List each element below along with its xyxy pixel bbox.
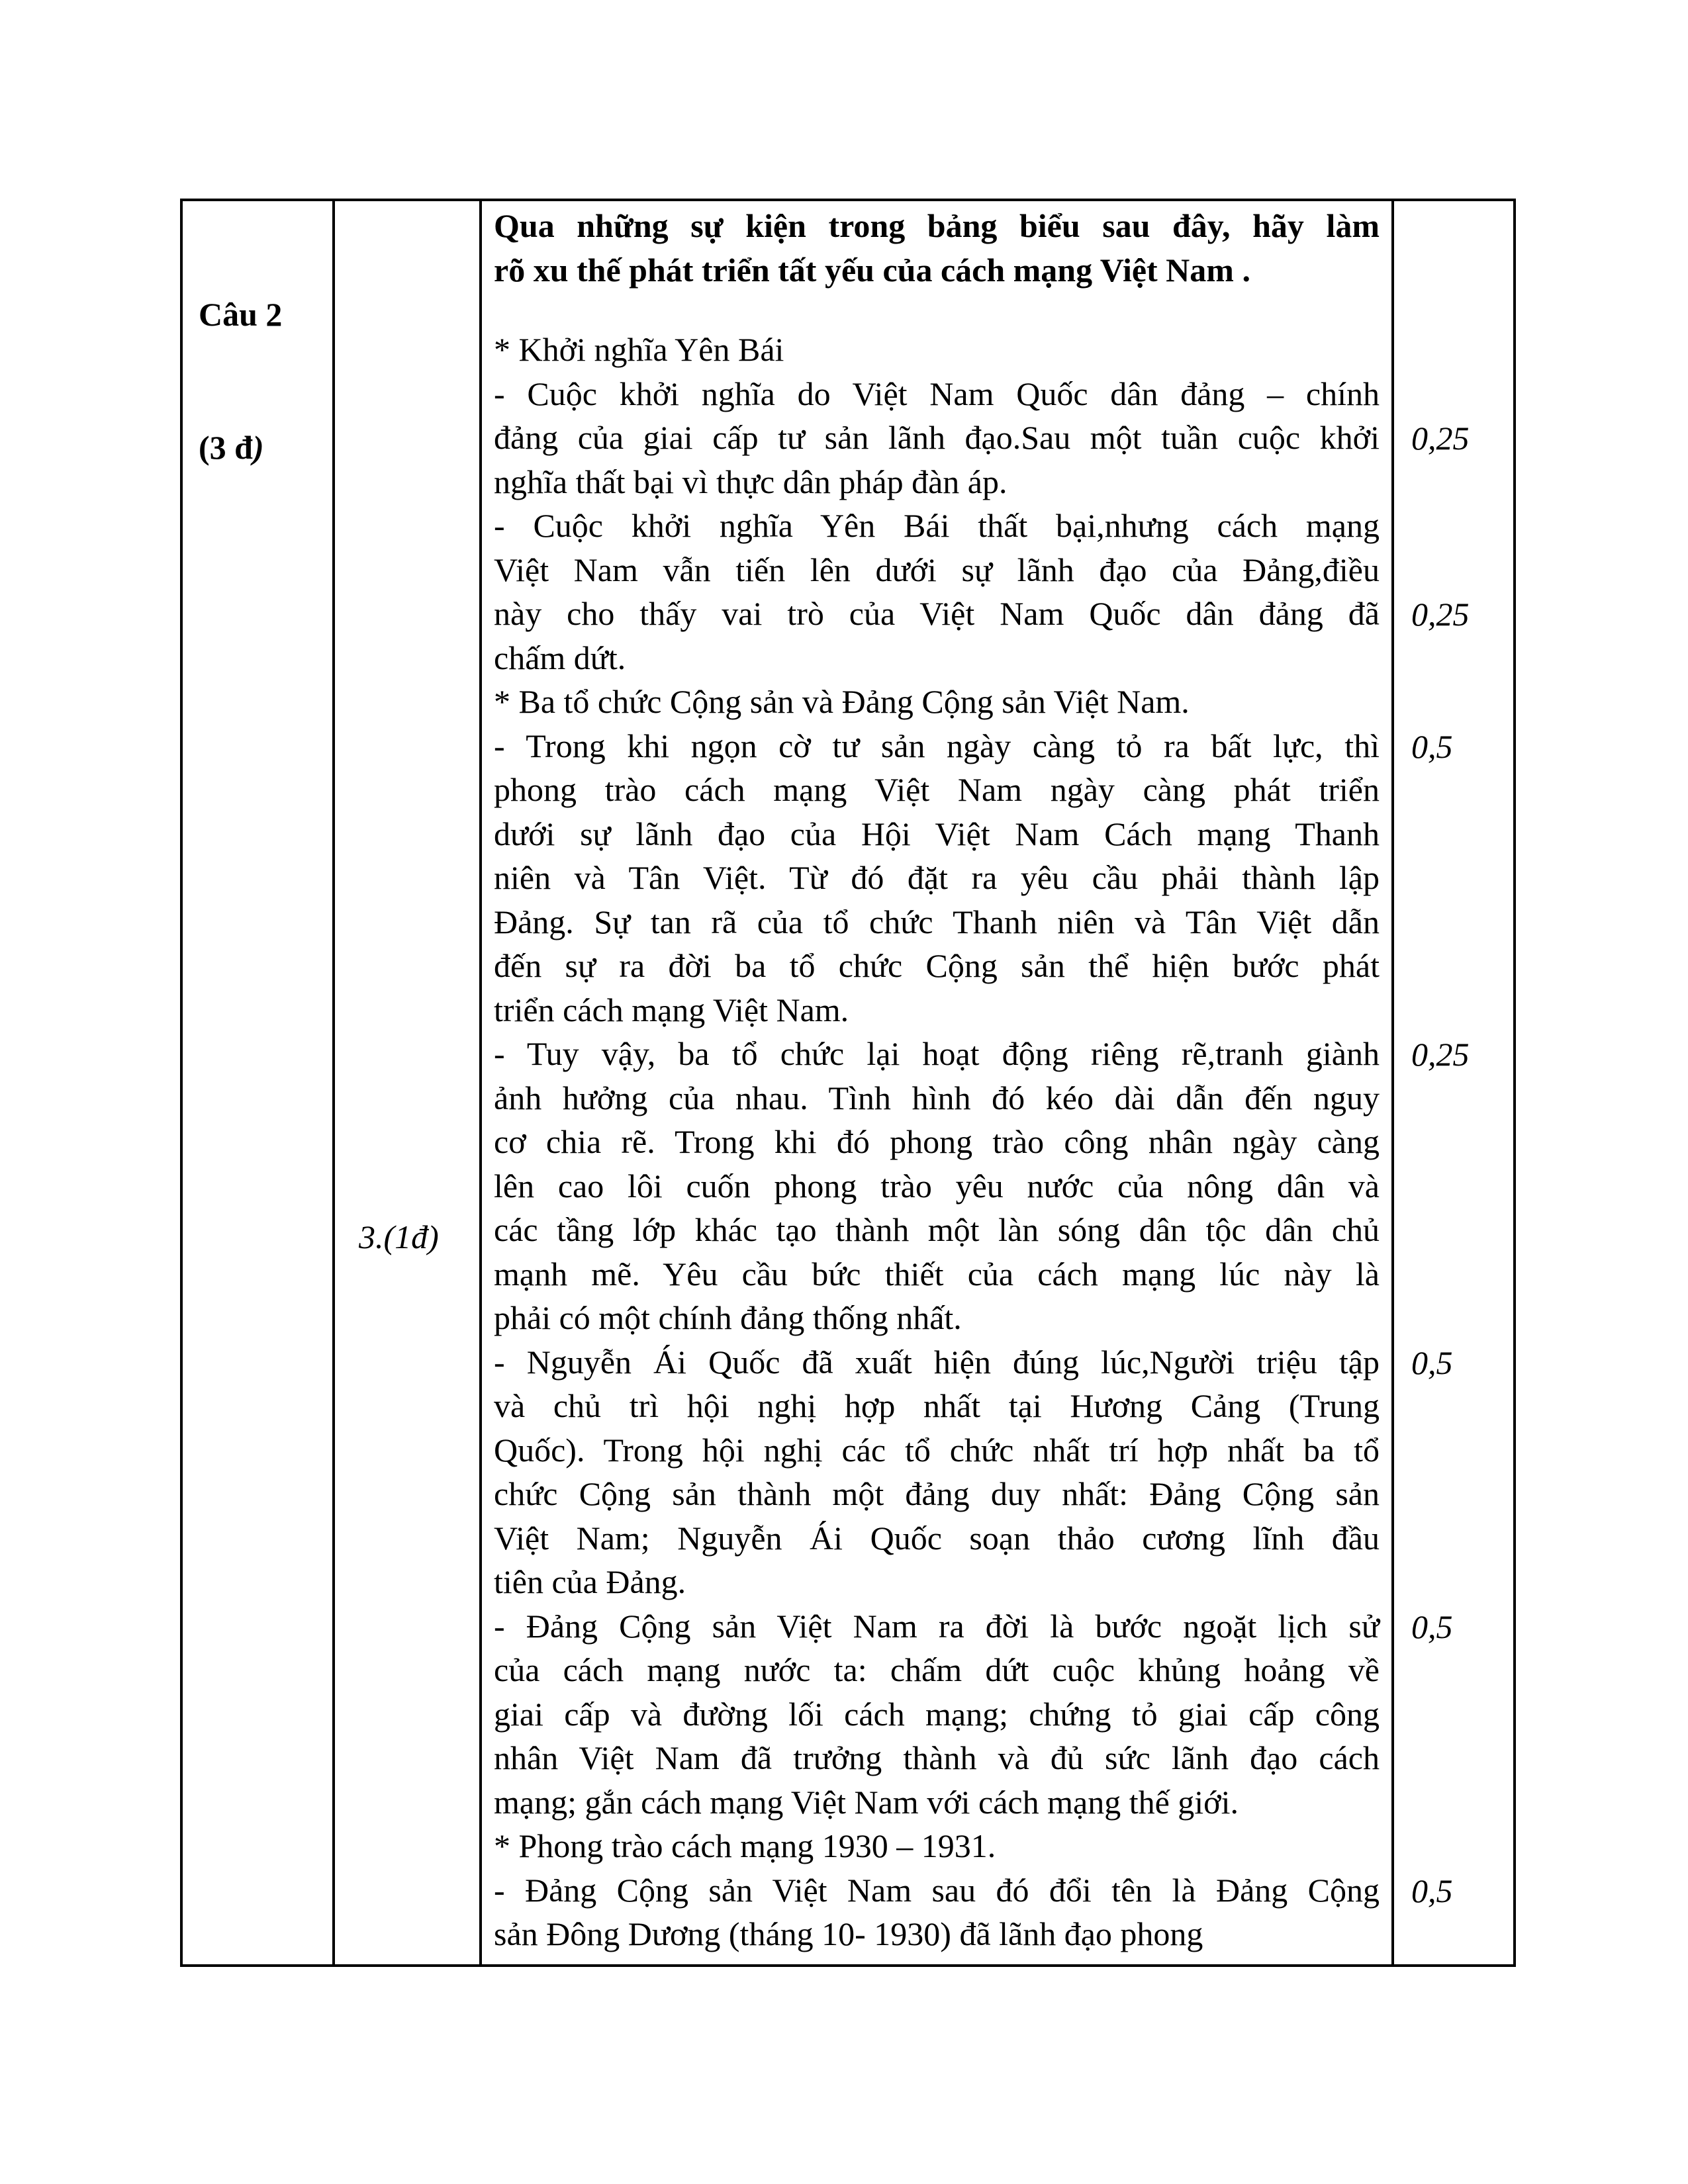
score-value: 0,25	[1411, 1036, 1470, 1073]
answer-line: phải có một chính đảng thống nhất.	[494, 1299, 962, 1336]
answer-line: * Phong trào cách mạng 1930 – 1931.	[494, 1827, 996, 1864]
answer-line: nghĩa thất bại vì thực dân pháp đàn áp.	[494, 463, 1008, 500]
score-value: 0,5	[1411, 1343, 1453, 1381]
answer-lines	[494, 328, 1380, 1956]
answer-line: mạnh mẽ. Yêu cầu bức thiết của cách mạng lúc này là	[494, 1255, 1380, 1293]
answer-line: niên và Tân Việt. Từ đó đặt ra yêu cầu phải thành lập	[494, 859, 1380, 896]
part-label: 3.(1đ)	[359, 1218, 439, 1255]
column-divider	[332, 201, 335, 1964]
score-value: 0,25	[1411, 420, 1470, 457]
answer-line: Việt Nam; Nguyễn Ái Quốc soạn thảo cương lĩnh đầu	[494, 1519, 1380, 1557]
answer-line: này cho thấy vai trò của Việt Nam Quốc dân đảng đã	[494, 595, 1380, 632]
answer-line: triển cách mạng Việt Nam.	[494, 991, 849, 1028]
answer-line: sản Đông Dương (tháng 10- 1930) đã lãnh đạo phong	[494, 1915, 1203, 1952]
score-value: 0,5	[1411, 1608, 1453, 1645]
answer-line: các tầng lớp khác tạo thành một làn sóng dân tộc dân chủ	[494, 1211, 1380, 1248]
score-value: 0,5	[1411, 727, 1453, 765]
answer-line: nhân Việt Nam đã trưởng thành và đủ sức lãnh đạo cách	[494, 1739, 1380, 1776]
answer-line: - Cuộc khởi nghĩa do Việt Nam Quốc dân đảng – chính	[494, 375, 1380, 412]
answer-line: của cách mạng nước ta: chấm dứt cuộc khủng hoảng về	[494, 1651, 1380, 1688]
question-text	[494, 204, 1380, 292]
score-value: 0,5	[1411, 1872, 1453, 1909]
answer-line: đến sự ra đời ba tổ chức Cộng sản thể hiện bước phát	[494, 947, 1380, 984]
answer-line: phong trào cách mạng Việt Nam ngày càng phát triển	[494, 771, 1380, 808]
answer-line: - Nguyễn Ái Quốc đã xuất hiện đúng lúc,Người triệu tập	[494, 1343, 1380, 1381]
answer-table	[180, 199, 1516, 1967]
answer-line: chức Cộng sản thành một đảng duy nhất: Đảng Cộng sản	[494, 1475, 1380, 1512]
question-line: rõ xu thế phát triển tất yếu của cách mạng Việt Nam .	[494, 251, 1250, 289]
answer-line: * Ba tổ chức Cộng sản và Đảng Cộng sản Việt Nam.	[494, 683, 1190, 720]
answer-line: Việt Nam vẫn tiến lên dưới sự lãnh đạo của Đảng,điều	[494, 551, 1380, 588]
question-line: Qua những sự kiện trong bảng biểu sau đây, hãy làm	[494, 207, 1380, 244]
answer-line: chấm dứt.	[494, 639, 626, 676]
column-divider	[1391, 201, 1394, 1964]
column-divider	[479, 201, 482, 1964]
answer-line: giai cấp và đường lối cách mạng; chứng tỏ giai cấp công	[494, 1695, 1380, 1733]
answer-line: - Tuy vậy, ba tổ chức lại hoạt động riêng rẽ,tranh giành	[494, 1035, 1380, 1072]
answer-line: cơ chia rẽ. Trong khi đó phong trào công nhân ngày càng	[494, 1123, 1380, 1160]
answer-line: Đảng. Sự tan rã của tổ chức Thanh niên và Tân Việt dẫn	[494, 903, 1380, 940]
answer-line: - Cuộc khởi nghĩa Yên Bái thất bại,nhưng cách mạng	[494, 507, 1380, 544]
answer-line: - Đảng Cộng sản Việt Nam ra đời là bước ngoặt lịch sử	[494, 1607, 1380, 1645]
answer-line: lên cao lôi cuốn phong trào yêu nước của nông dân và	[494, 1167, 1380, 1205]
question-number-cell	[199, 204, 282, 559]
answer-line: tiên của Đảng.	[494, 1563, 686, 1600]
score-value: 0,25	[1411, 596, 1470, 633]
answer-content	[494, 204, 1380, 1956]
answer-line: Quốc). Trong hội nghị các tổ chức nhất trí hợp nhất ba tổ	[494, 1431, 1380, 1469]
answer-line: đảng của giai cấp tư sản lãnh đạo.Sau một tuần cuộc khởi	[494, 419, 1380, 456]
answer-line: - Đảng Cộng sản Việt Nam sau đó đổi tên là Đảng Cộng	[494, 1871, 1380, 1909]
question-points: (3 đ)	[199, 429, 264, 466]
question-number: Câu 2	[199, 296, 283, 333]
answer-line: * Khởi nghĩa Yên Bái	[494, 331, 784, 368]
answer-line: mạng; gắn cách mạng Việt Nam với cách mạng thế giới.	[494, 1783, 1239, 1821]
answer-line: ảnh hưởng của nhau. Tình hình đó kéo dài dẫn đến nguy	[494, 1079, 1380, 1116]
answer-line: - Trong khi ngọn cờ tư sản ngày càng tỏ ra bất lực, thì	[494, 727, 1380, 764]
answer-line: dưới sự lãnh đạo của Hội Việt Nam Cách mạng Thanh	[494, 815, 1380, 852]
answer-line: và chủ trì hội nghị hợp nhất tại Hương Cảng (Trung	[494, 1387, 1380, 1424]
